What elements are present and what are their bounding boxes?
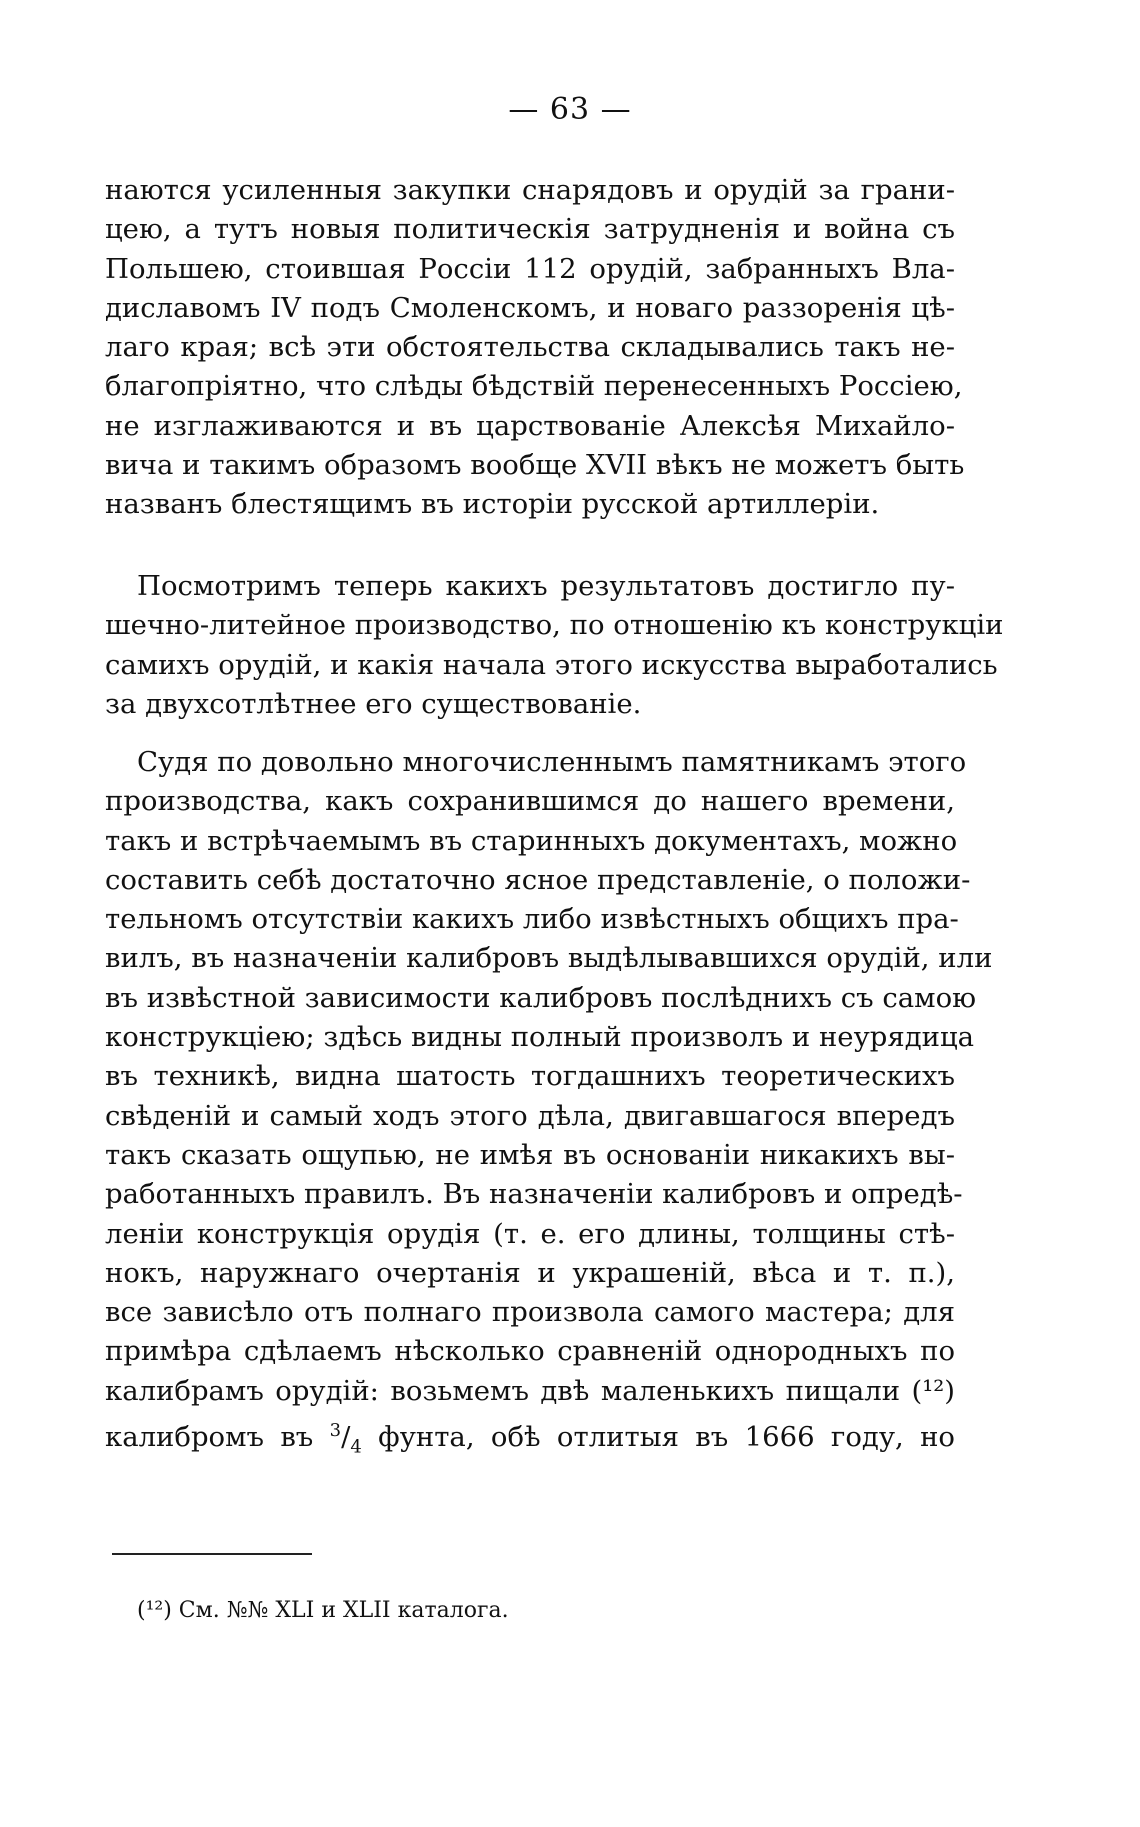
text-line: такъ и встрѣчаемымъ въ старинныхъ документахъ, можно <box>105 824 958 857</box>
text-line: шечно-литейное производство, по отношенію къ конструкціи <box>105 609 1004 642</box>
text-line-with-fraction <box>105 1411 955 1467</box>
text-line: не изглаживаются и въ царствованіе Алексѣя Михайло- <box>105 409 955 442</box>
text-line: работанныхъ правилъ. Въ назначеніи калибровъ и опредѣ- <box>105 1178 963 1211</box>
fraction-slash: / <box>341 1421 351 1454</box>
text-line: въ техникѣ, видна шатость тогдашнихъ теоретическихъ <box>105 1060 955 1093</box>
text-line: Польшею, стоившая Россіи 112 орудій, забранныхъ Вла- <box>105 252 955 285</box>
text-line: примѣра сдѣлаемъ нѣсколько сравненій однородныхъ по <box>105 1335 955 1368</box>
footnote-divider <box>112 1553 312 1555</box>
text-line: лаго края; всѣ эти обстоятельства складывались такъ не- <box>105 331 955 364</box>
text-line: вилъ, въ назначеніи калибровъ выдѣлывавшихся орудій, или <box>105 942 993 975</box>
text-line: калибрамъ орудій: возьмемъ двѣ маленькихъ пищали (¹²) <box>105 1374 955 1407</box>
text-line: названъ блестящимъ въ исторіи русской артиллеріи. <box>105 488 880 521</box>
text-line: леніи конструкція орудія (т. е. его длины, толщины стѣ- <box>105 1217 955 1250</box>
text-line: за двухсотлѣтнее его существованіе. <box>105 687 642 720</box>
text-line: цею, а тутъ новыя политическія затрудненія и война съ <box>105 213 955 246</box>
fraction-numerator: 3 <box>329 1420 342 1442</box>
text-line: тельномъ отсутствіи какихъ либо извѣстныхъ общихъ пра- <box>105 903 959 936</box>
text-line: самихъ орудій, и какія начала этого искусства выработались <box>105 648 998 681</box>
text-line: Судя по довольно многочисленнымъ памятникамъ этого <box>137 746 967 778</box>
paragraph-1 <box>105 171 965 525</box>
text-line: такъ сказать ощупью, не имѣя въ основаніи никакихъ вы- <box>105 1138 955 1171</box>
text-line: Посмотримъ теперь какихъ результатовъ достигло пу- <box>137 570 955 602</box>
paragraph-2 <box>105 567 1004 724</box>
text-line: диславомъ IV подъ Смоленскомъ, и новаго раззоренія цѣ- <box>105 291 955 324</box>
line-segment: калибромъ въ <box>105 1421 314 1454</box>
text-line: нокъ, наружнаго очертанія и украшеній, вѣса и т. п.), <box>105 1256 955 1289</box>
paragraph-3 <box>105 743 993 1467</box>
page-number: — 63 — <box>508 92 632 127</box>
text-line: производства, какъ сохранившимся до нашего времени, <box>105 785 955 818</box>
text-line: конструкціею; здѣсь видны полный произволъ и неурядица <box>105 1021 975 1054</box>
text-line: свѣденій и самый ходъ этого дѣла, двигавшагося впередъ <box>105 1099 955 1132</box>
text-line: все зависѣло отъ полнаго произвола самого мастера; для <box>105 1296 955 1329</box>
text-line: наются усиленныя закупки снарядовъ и орудій за грани- <box>105 174 955 206</box>
footnote: (¹²) См. №№ XLI и XLII каталога. <box>137 1598 509 1623</box>
text-line: въ извѣстной зависимости калибровъ послѣднихъ съ самою <box>105 981 977 1014</box>
text-line: благопріятно, что слѣды бѣдствій перенесенныхъ Россіею, <box>105 370 963 403</box>
fraction <box>329 1420 362 1458</box>
fraction-denominator: 4 <box>350 1436 362 1458</box>
line-segment: фунта, обѣ отлитыя въ 1666 году, но <box>378 1421 955 1454</box>
text-line: вича и такимъ образомъ вообще XVII вѣкъ не можетъ быть <box>105 449 965 482</box>
text-line: составить себѣ достаточно ясное представленіе, о положи- <box>105 863 971 896</box>
